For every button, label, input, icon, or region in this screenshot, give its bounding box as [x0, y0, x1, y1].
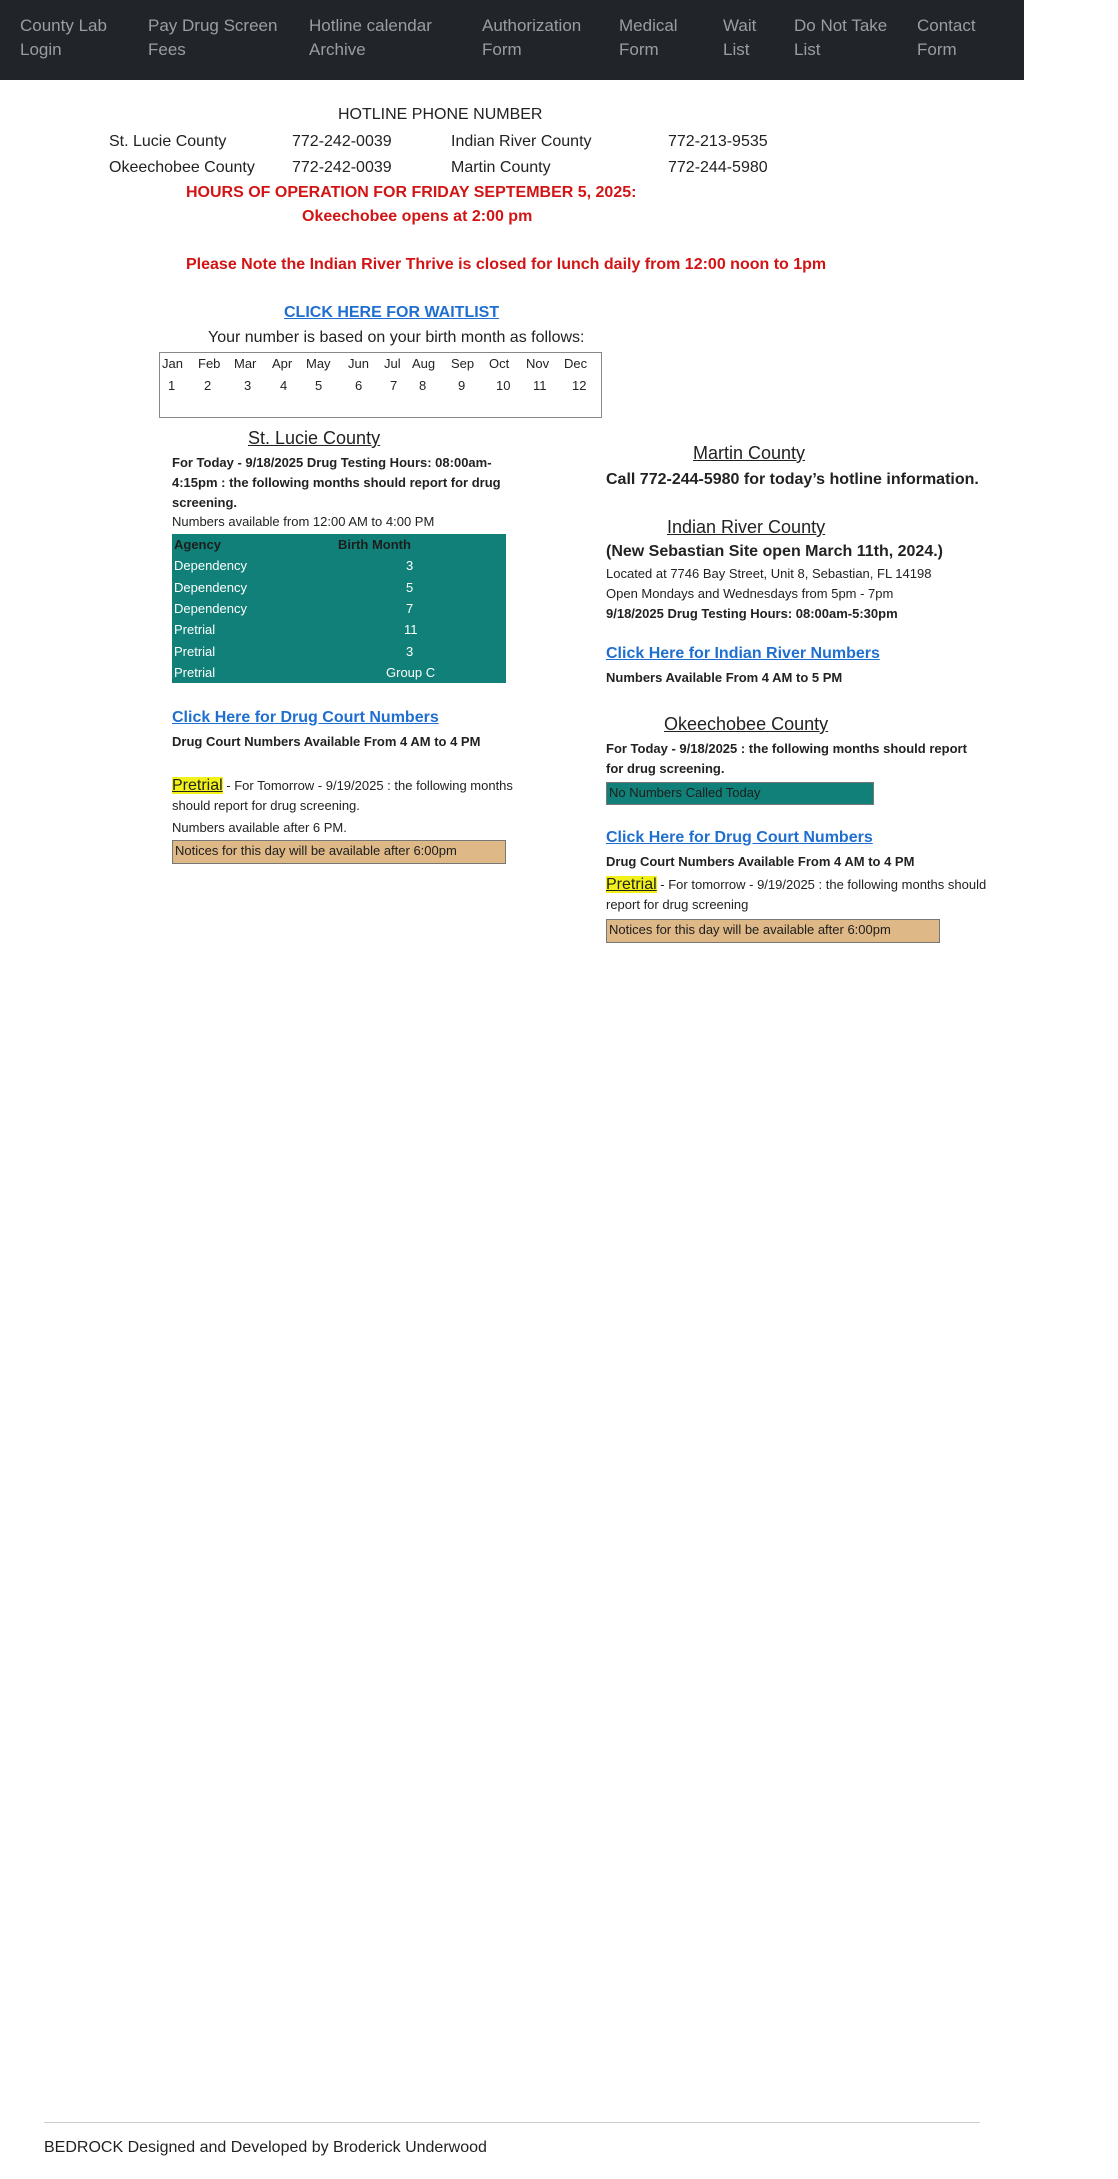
birth-month-cell: Group C: [386, 664, 436, 680]
okeechobee-opens-notice: Okeechobee opens at 2:00 pm: [302, 208, 533, 225]
month-number: 9: [458, 378, 466, 393]
indian-river-open-days: Open Mondays and Wednesdays from 5pm - 7pm: [606, 586, 894, 601]
agency-cell: Dependency: [174, 558, 247, 574]
indian-river-available: Numbers Available From 4 AM to 5 PM: [606, 670, 843, 685]
martin-title: Martin County: [693, 443, 806, 463]
month-name: Dec: [564, 356, 588, 371]
pretrial-highlight: Pretrial: [172, 777, 223, 794]
month-name: Sep: [451, 356, 475, 371]
st-lucie-drug-court-hours: Drug Court Numbers Available From 4 AM to 4 PM: [172, 734, 481, 749]
agency-cell: Pretrial: [174, 643, 216, 659]
footer-divider: [44, 2122, 980, 2123]
st-lucie-drug-court-link[interactable]: Click Here for Drug Court Numbers: [172, 709, 439, 726]
month-name: Jan: [162, 356, 183, 371]
indian-river-new-site: (New Sebastian Site open March 11th, 2024.): [606, 543, 943, 560]
table-row: [172, 662, 506, 683]
indian-river-title: Indian River County: [667, 517, 826, 537]
nav-authorization-form[interactable]: Authorization Form: [482, 16, 582, 59]
header-agency: Agency: [174, 537, 221, 553]
pretrial-highlight: Pretrial: [606, 876, 657, 893]
birth-month-note: Your number is based on your birth month as follows:: [208, 329, 585, 346]
month-number: 6: [355, 378, 363, 393]
top-navbar: [0, 0, 1024, 80]
month-number: 5: [315, 378, 323, 393]
month-name: Apr: [272, 356, 293, 371]
okeechobee-today-text: For Today - 9/18/2025 : the following months should report for drug screening.: [606, 741, 967, 776]
indian-river-phone: 772-213-9535: [668, 133, 768, 150]
nav-hotline-calendar-archive[interactable]: Hotline calendar Archive: [309, 16, 432, 59]
waitlist-link[interactable]: CLICK HERE FOR WAITLIST: [284, 304, 500, 321]
martin-phone: 772-244-5980: [668, 159, 768, 176]
table-row: [172, 555, 506, 576]
okeechobee-drug-court-link[interactable]: Click Here for Drug Court Numbers: [606, 829, 873, 846]
month-number: 7: [390, 378, 398, 393]
table-row: [172, 598, 506, 619]
birth-month-cell: 3: [406, 643, 414, 659]
lunch-notice: Please Note the Indian River Thrive is closed for lunch daily from 12:00 noon to 1pm: [186, 256, 827, 273]
month-name: Mar: [234, 356, 257, 371]
nav-medical-form[interactable]: Medical Form: [619, 16, 678, 59]
month-name: Feb: [198, 356, 221, 371]
month-number: 1: [168, 378, 176, 393]
martin-call-text: Call 772-244-5980 for today’s hotline information.: [606, 471, 979, 488]
month-number: 10: [496, 378, 511, 393]
st-lucie-available-text: Numbers available from 12:00 AM to 4:00 PM: [172, 514, 435, 529]
month-name: Jul: [384, 356, 401, 371]
birth-month-table: [159, 352, 602, 418]
agency-cell: Pretrial: [174, 664, 216, 680]
birth-month-cell: 11: [404, 622, 418, 638]
table-header-row: [172, 534, 506, 555]
st-lucie-table: [172, 534, 506, 683]
st-lucie-phone: 772-242-0039: [292, 133, 392, 150]
indian-river-located: Located at 7746 Bay Street, Unit 8, Sebastian, FL 14198: [606, 566, 932, 581]
nav-do-not-take-list[interactable]: Do Not Take List: [794, 16, 888, 59]
birth-month-cell: 5: [406, 579, 414, 595]
table-row: [172, 640, 506, 661]
martin-label: Martin County: [451, 159, 551, 176]
okeechobee-notice-box: Notices for this day will be available after 6:00pm: [606, 919, 940, 943]
st-lucie-title: St. Lucie County: [248, 428, 381, 448]
nav-county-lab-login[interactable]: County Lab Login: [20, 16, 107, 59]
month-name: Jun: [348, 356, 369, 371]
st-lucie-after6-text: Numbers available after 6 PM.: [172, 820, 347, 835]
header-birth-month: Birth Month: [338, 537, 411, 553]
agency-cell: Dependency: [174, 579, 247, 595]
month-number: 3: [244, 378, 252, 393]
month-name: Oct: [489, 356, 510, 371]
table-row: [172, 577, 506, 598]
okeechobee-tomorrow-block: [606, 875, 991, 915]
agency-cell: Dependency: [174, 601, 247, 617]
month-number: 11: [533, 378, 547, 393]
month-number: 8: [419, 378, 427, 393]
indian-river-numbers-link[interactable]: Click Here for Indian River Numbers: [606, 645, 880, 662]
indian-river-hours: 9/18/2025 Drug Testing Hours: 08:00am-5:30pm: [606, 606, 898, 621]
okeechobee-label: Okeechobee County: [109, 159, 255, 176]
month-number: 2: [204, 378, 212, 393]
st-lucie-tomorrow-block: [172, 776, 517, 816]
month-name: May: [306, 356, 331, 371]
footer-credit: BEDROCK Designed and Developed by Broderick Underwood: [44, 2139, 487, 2156]
hotline-title: HOTLINE PHONE NUMBER: [338, 106, 543, 123]
month-number: 12: [572, 378, 587, 393]
month-name: Nov: [526, 356, 550, 371]
nav-pay-drug-screen-fees[interactable]: Pay Drug Screen Fees: [148, 16, 278, 59]
okeechobee-title: Okeechobee County: [664, 714, 829, 734]
birth-month-cell: 3: [406, 558, 414, 574]
agency-cell: Pretrial: [174, 622, 216, 638]
month-number: 4: [280, 378, 288, 393]
okeechobee-no-numbers-box: No Numbers Called Today: [606, 782, 874, 805]
hours-notice: HOURS OF OPERATION FOR FRIDAY SEPTEMBER 5, 2025:: [186, 184, 637, 201]
table-row: [172, 619, 506, 640]
st-lucie-label: St. Lucie County: [109, 133, 227, 150]
nav-wait-list[interactable]: Wait List: [723, 16, 757, 59]
nav-contact-form[interactable]: Contact Form: [917, 16, 976, 59]
indian-river-label: Indian River County: [451, 133, 592, 150]
okeechobee-tomorrow-text: - For tomorrow - 9/19/2025 : the following months should report for drug screening: [606, 877, 987, 912]
birth-month-cell: 7: [406, 601, 414, 617]
st-lucie-tomorrow-text: - For Tomorrow - 9/19/2025 : the following months should report for drug screening.: [172, 778, 513, 813]
st-lucie-notice-box: Notices for this day will be available after 6:00pm: [172, 840, 506, 864]
okeechobee-drug-court-hours: Drug Court Numbers Available From 4 AM to 4 PM: [606, 854, 915, 869]
okeechobee-phone: 772-242-0039: [292, 159, 392, 176]
st-lucie-today-text: For Today - 9/18/2025 Drug Testing Hours: 08:00am-4:15pm : the following months should report for drug screening.: [172, 455, 501, 510]
month-name: Aug: [412, 356, 436, 371]
